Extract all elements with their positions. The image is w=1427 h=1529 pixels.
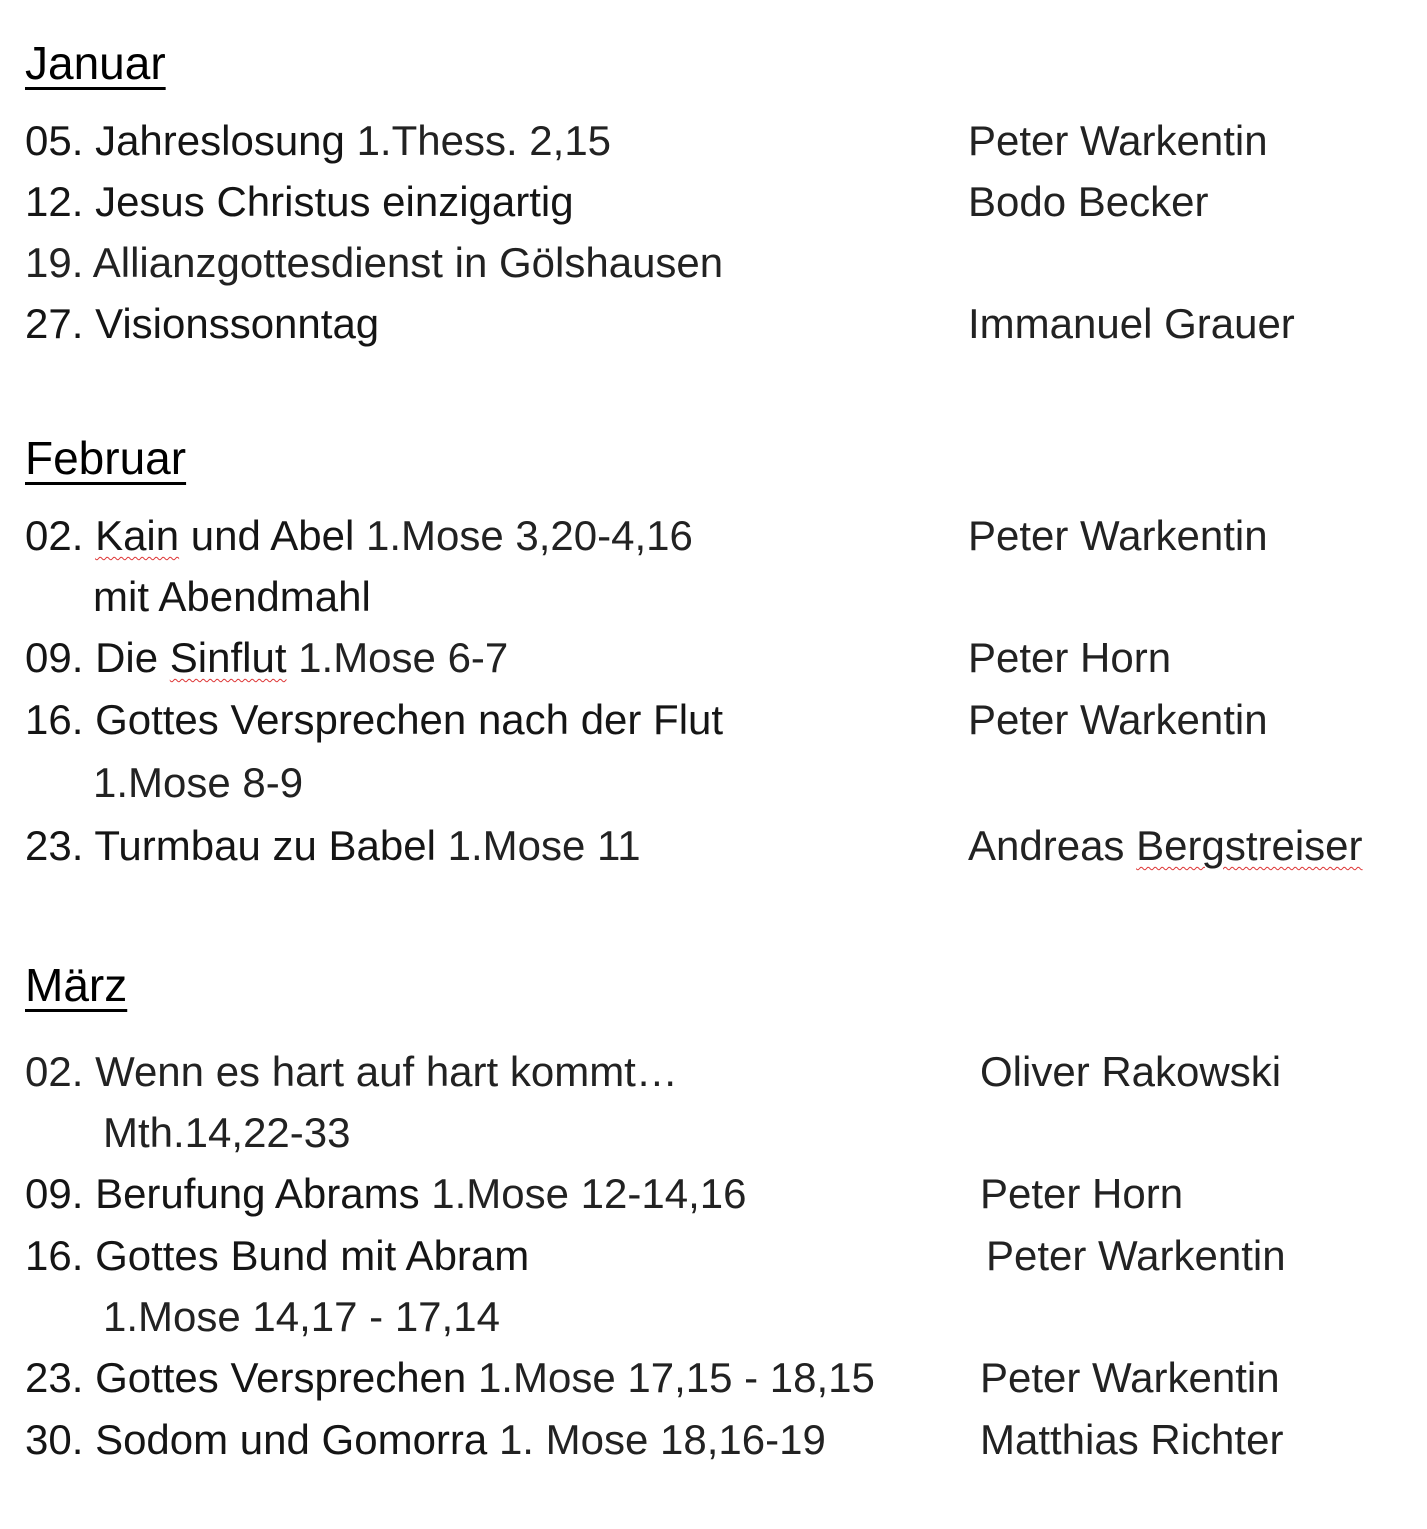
entry-date: 16.	[25, 1232, 84, 1279]
month-heading-januar: Januar	[25, 37, 166, 89]
entry-continuation: Mth.14,22-33	[103, 1109, 351, 1156]
entry-speaker: Peter Warkentin	[968, 696, 1268, 743]
entry-title: und Abel	[190, 512, 355, 559]
entry-title-word: Sinflut	[169, 634, 287, 681]
month-heading-februar: Februar	[25, 432, 187, 484]
schedule-entry	[25, 696, 724, 743]
schedule-entry	[25, 1170, 747, 1217]
schedule-entry	[25, 822, 641, 869]
entry-date: 09.	[25, 1170, 84, 1217]
entry-bible-ref: 1.Mose 3,20-4,16	[365, 512, 693, 559]
schedule-entry	[25, 117, 612, 164]
entry-speaker: Peter Warkentin	[986, 1232, 1286, 1279]
entry-bible-ref: 1.Mose 11	[447, 822, 641, 869]
entry-date: 30.	[25, 1416, 84, 1463]
entry-title: Berufung Abrams	[95, 1170, 420, 1217]
entry-date: 12.	[25, 178, 84, 225]
entry-speaker: Peter Horn	[968, 634, 1172, 681]
schedule-entry	[25, 239, 724, 286]
schedule-entry	[25, 300, 380, 347]
schedule-entry	[25, 634, 509, 681]
entry-speaker: Oliver Rakowski	[980, 1048, 1282, 1095]
entry-speaker: Peter Horn	[980, 1170, 1184, 1217]
entry-title: Gottes Bund mit Abram	[95, 1232, 530, 1279]
entry-bible-ref: 1.Mose 6-7	[298, 634, 509, 681]
entry-title: Jahreslosung	[95, 117, 345, 164]
entry-title: Gottes Versprechen	[95, 1354, 467, 1401]
entry-continuation: 1.Mose 14,17 - 17,14	[103, 1293, 500, 1340]
entry-speaker	[968, 822, 1363, 869]
entry-speaker: Immanuel Grauer	[968, 300, 1295, 347]
schedule-entry	[25, 512, 693, 559]
speaker-first-name: Andreas	[968, 822, 1125, 869]
entry-date: 05.	[25, 117, 84, 164]
entry-speaker: Matthias Richter	[980, 1416, 1284, 1463]
entry-bible-ref: 1.Mose 12-14,16	[431, 1170, 747, 1217]
entry-title: Die	[95, 634, 159, 681]
entry-title: Jesus Christus einzigartig	[95, 178, 574, 225]
entry-title: Sodom und Gomorra	[95, 1416, 488, 1463]
month-heading-maerz: März	[25, 959, 128, 1011]
schedule-entry	[25, 1048, 678, 1095]
entry-date: 02.	[25, 512, 84, 559]
entry-title: Wenn es hart auf hart kommt…	[95, 1048, 678, 1095]
entry-date: 19.	[25, 239, 84, 286]
schedule-entry	[25, 1232, 530, 1279]
entry-title: Gottes Versprechen nach der Flut	[95, 696, 724, 743]
entry-speaker: Peter Warkentin	[968, 512, 1268, 559]
entry-title-word: Kain	[95, 512, 180, 559]
entry-title: Visionssonntag	[95, 300, 380, 347]
entry-date: 27.	[25, 300, 84, 347]
entry-title: Turmbau zu Babel	[94, 822, 436, 869]
entry-date: 16.	[25, 696, 84, 743]
entry-date: 02.	[25, 1048, 84, 1095]
entry-date: 23.	[25, 822, 84, 869]
schedule-entry	[25, 1416, 826, 1463]
entry-speaker: Peter Warkentin	[968, 117, 1268, 164]
entry-speaker: Peter Warkentin	[980, 1354, 1280, 1401]
entry-bible-ref: 1. Mose 18,16-19	[498, 1416, 826, 1463]
speaker-last-name: Bergstreiser	[1136, 822, 1363, 869]
entry-bible-ref: 1.Mose 17,15 - 18,15	[477, 1354, 875, 1401]
schedule-entry	[25, 178, 574, 225]
entry-continuation: mit Abendmahl	[93, 573, 371, 620]
entry-bible-ref: 1.Thess. 2,15	[356, 117, 612, 164]
schedule-entry	[25, 1354, 875, 1401]
entry-date: 23.	[25, 1354, 84, 1401]
entry-continuation: 1.Mose 8-9	[93, 759, 304, 806]
entry-title: Allianzgottesdienst in Gölshausen	[92, 239, 724, 286]
entry-date: 09.	[25, 634, 84, 681]
entry-speaker: Bodo Becker	[968, 178, 1209, 225]
